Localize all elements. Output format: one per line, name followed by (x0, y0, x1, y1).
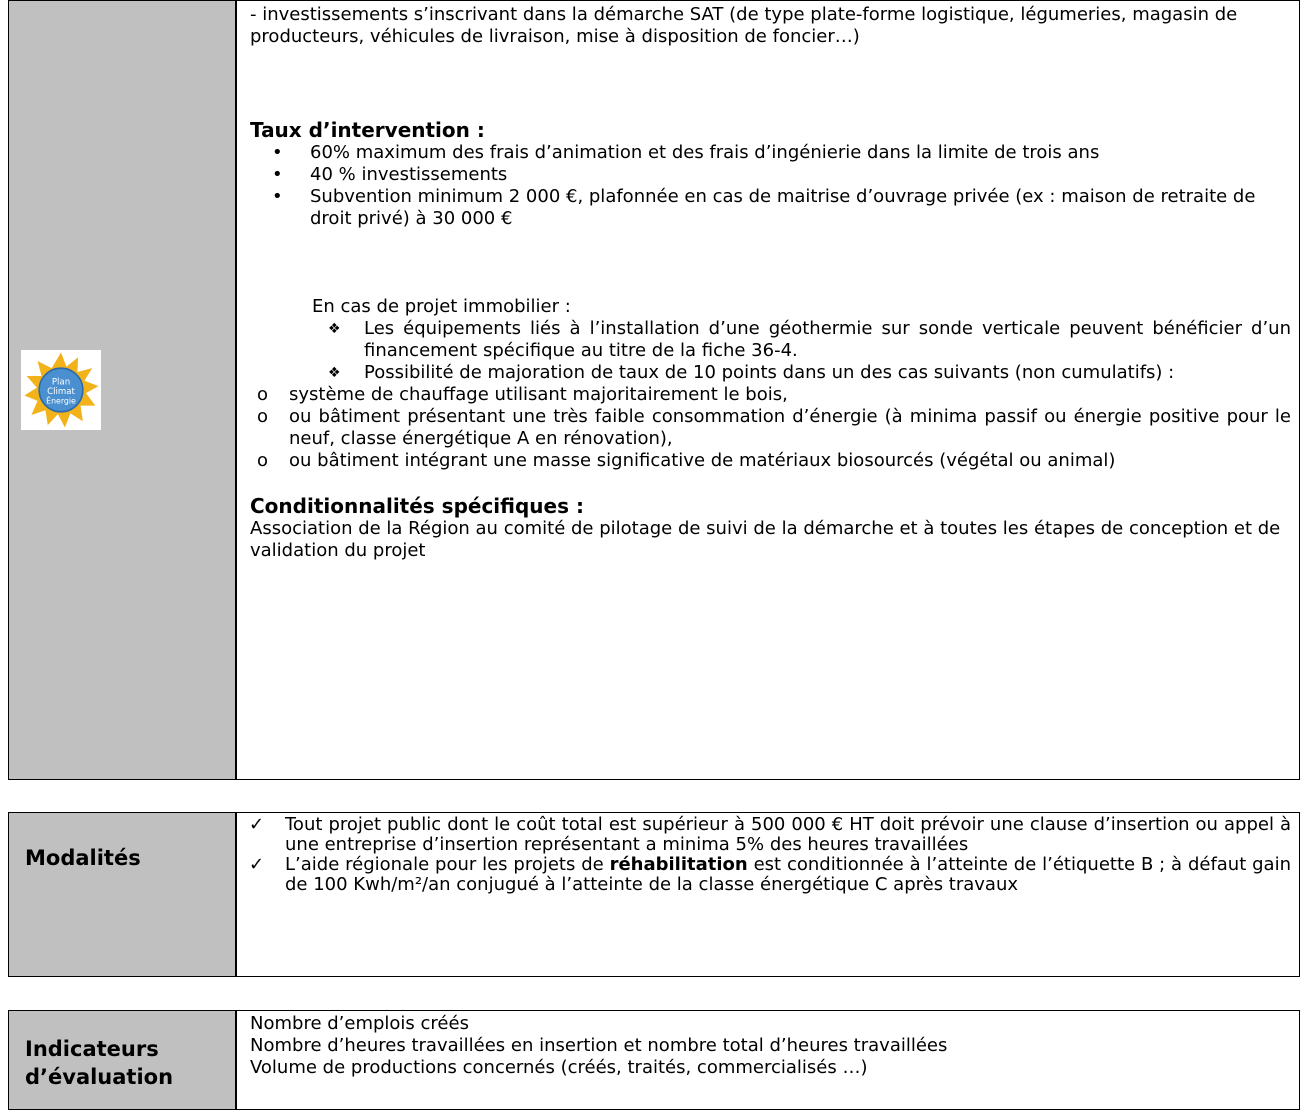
modalites-label: Modalités (25, 846, 141, 870)
list-item: ❖ Les équipements liés à l’installation d’une géothermie sur sonde verticale peuvent bénéficier d’un financement spécifique au titre de la fiche 36-4. (328, 318, 1291, 361)
indicateurs-label: Indicateurs d’évaluation (25, 1037, 174, 1089)
list-item: ✓ L’aide régionale pour les projets de réhabilitation est conditionnée à l’atteinte de l’étiquette B ; à défaut gain de 100 Kwh/m²/an conjugué à l’atteinte de la classe énergétique C après travaux (249, 854, 1291, 895)
majoration-list (250, 384, 1291, 472)
svg-text:Énergie: Énergie (46, 396, 76, 406)
modalites-content (236, 813, 1300, 977)
modalites-label-cell (9, 813, 237, 977)
circle-bullet-icon: o (257, 406, 269, 427)
indicateurs-content (236, 1011, 1300, 1110)
checkmark-icon: ✓ (249, 814, 265, 835)
conditionnalites-text: Association de la Région au comité de pilotage de suivi de la démarche et à toutes les étapes de conception et de validation du projet (250, 518, 1281, 561)
sun-logo-icon (22, 351, 100, 429)
sat-section-sidebar (9, 1, 237, 780)
list-item: • Subvention minimum 2 000 €, plafonnée en cas de maitrise d’ouvrage privée (ex : maison de retraite de droit privé) à 30 000 € (272, 186, 1256, 229)
list-item: o ou bâtiment intégrant une masse significative de matériaux biosourcés (végétal ou animal) (257, 450, 1116, 471)
svg-text:Plan: Plan (51, 377, 71, 388)
list-item: o système de chauffage utilisant majoritairement le bois, (257, 384, 788, 405)
diamond-bullet-icon: ❖ (328, 321, 341, 337)
indicateur-item: Volume de productions concernés (créés, traités, commercialisés …) (250, 1057, 868, 1078)
list-item: o ou bâtiment présentant une très faible consommation d’énergie (à minima passif ou énergie positive pour le neuf, classe énergétique A en rénovation), (257, 406, 1291, 449)
bullet-icon: • (272, 142, 283, 163)
circle-bullet-icon: o (257, 384, 269, 405)
conditionnalites-heading: Conditionnalités spécifiques : (250, 494, 584, 518)
rehabilitation-emphasis: réhabilitation (609, 854, 748, 875)
indicateur-item: Nombre d’heures travaillées en insertion et nombre total d’heures travaillées (250, 1035, 948, 1056)
list-item: ✓ Tout projet public dont le coût total est supérieur à 500 000 € HT doit prévoir une clause d’insertion ou appel à une entreprise d’insertion représentant a minima 5% des heures travaillées (249, 814, 1291, 855)
sat-section-content (236, 1, 1300, 780)
sat-section-table (8, 0, 1300, 780)
list-item: • 60% maximum des frais d’animation et des frais d’ingénierie dans la limite de trois ans (272, 142, 1100, 163)
indicateurs-label-cell (9, 1011, 237, 1110)
checkmark-icon: ✓ (249, 854, 265, 875)
plan-climat-energie-logo (21, 350, 101, 430)
bullet-icon: • (272, 186, 283, 207)
taux-heading: Taux d’intervention : (250, 118, 485, 142)
modalites-list (237, 813, 1299, 895)
immo-intro-text: En cas de projet immobilier : (312, 296, 571, 317)
list-item: ❖ Possibilité de majoration de taux de 10 points dans un des cas suivants (non cumulatifs) : (328, 362, 1175, 383)
circle-bullet-icon: o (257, 450, 269, 471)
immo-list (250, 318, 1291, 384)
indicateur-item: Nombre d’emplois créés (250, 1013, 469, 1034)
diamond-bullet-icon: ❖ (328, 365, 341, 381)
svg-text:Climat: Climat (47, 386, 75, 397)
indicateurs-table (8, 1010, 1300, 1110)
bullet-icon: • (272, 164, 283, 185)
sat-intro-text: - investissements s’inscrivant dans la démarche SAT (de type plate-forme logistique, légumeries, magasin de producteurs, véhicules de livraison, mise à disposition de foncier…) (250, 4, 1238, 47)
list-item: • 40 % investissements (272, 164, 508, 185)
taux-list (250, 142, 1291, 230)
modalites-table (8, 812, 1300, 977)
